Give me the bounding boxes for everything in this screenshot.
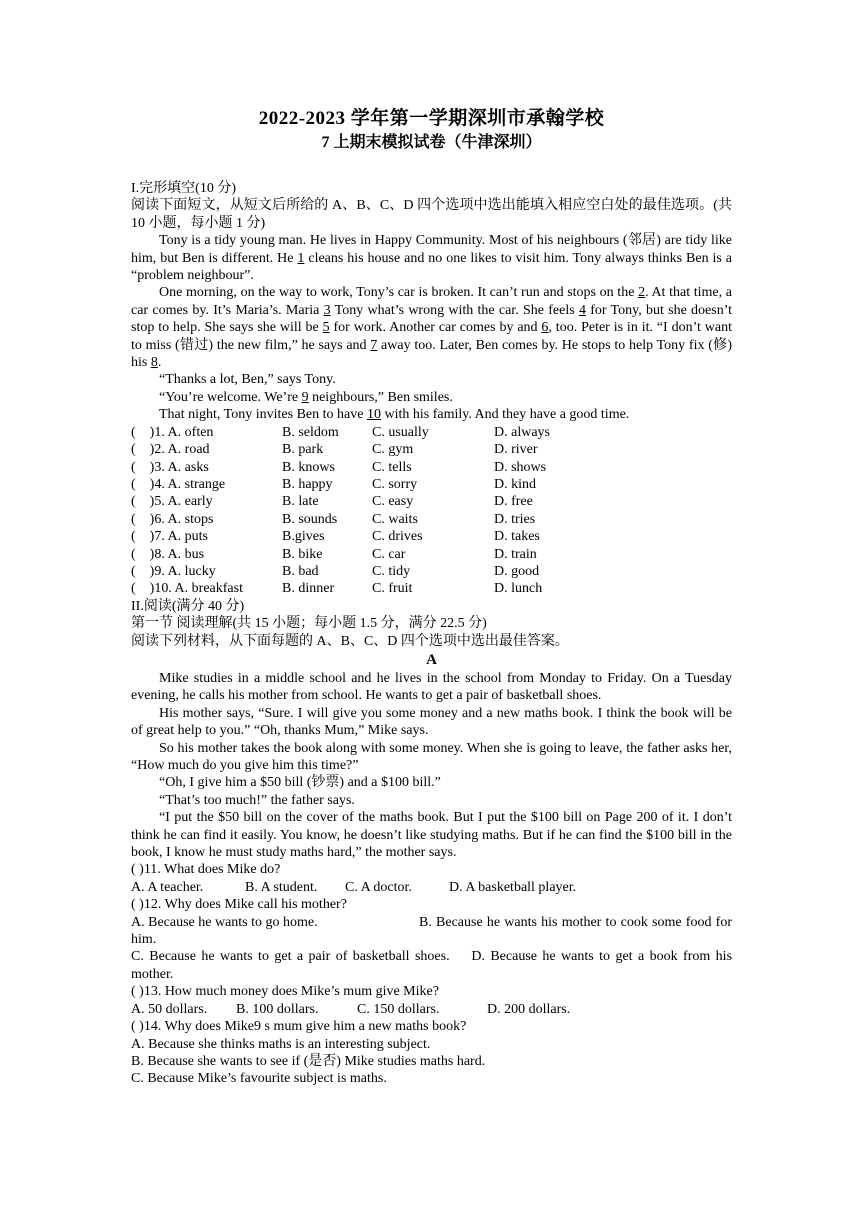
exam-page <box>131 106 732 1088</box>
passage-text: neighbours,” Ben smiles. <box>308 389 453 405</box>
question-number-option-a: ( )5. A. early <box>131 494 213 510</box>
question-number-option-a: ( )8. A. bus <box>131 546 205 562</box>
option-b: B. park <box>282 442 324 458</box>
option-d: D. river <box>494 442 538 458</box>
option-a: A. 50 dollars. <box>131 1001 208 1017</box>
option-b: B. knows <box>282 459 335 475</box>
passage-text: away too. Later, Ben comes by. He stops to help Tony fix (修) his <box>131 337 733 371</box>
question-number-option-a: ( )7. A. puts <box>131 529 208 545</box>
passage-text: with his family. And they have a good time. <box>380 407 630 423</box>
cloze-paragraph <box>131 232 732 284</box>
option-c: C. fruit <box>372 581 413 597</box>
blank-number: 5 <box>322 320 330 336</box>
passage-text: That night, Tony invites Ben to have <box>159 407 367 423</box>
option-b: B. bike <box>282 546 323 562</box>
option-b: B. happy <box>282 476 333 492</box>
cloze-option-row <box>131 528 732 545</box>
section2-heading: II.阅读(满分 40 分) <box>131 598 245 614</box>
section2-instruction: 阅读下列材料，从下面每题的 A、B、C、D 四个选项中选出最佳答案。 <box>131 633 569 649</box>
exam-title: 2022-2023 学年第一学期深圳市承翰学校 <box>258 108 605 129</box>
cloze-option-row <box>131 441 732 458</box>
blank-number: 1 <box>297 250 305 266</box>
option-c: C. A doctor. <box>345 879 412 895</box>
passage-label: A <box>426 651 437 668</box>
cloze-option-row <box>131 476 732 493</box>
reading-paragraph: “I put the $50 bill on the cover of the maths book. But I put the $100 bill on Page 200 of it. I don’t think he can find it easily. You know, he doesn’t like studying maths. But if he can find the $100 bill in the book, I know he must study maths hard,” the mother says. <box>131 810 732 861</box>
option-d: D. always <box>494 424 550 440</box>
option-b: B. seldom <box>282 424 339 440</box>
cloze-option-row <box>131 580 732 597</box>
question-number-option-a: ( )9. A. lucky <box>131 563 216 579</box>
option-d: D. train <box>494 546 537 562</box>
blank-number: 2 <box>638 285 646 301</box>
cloze-option-row <box>131 546 732 563</box>
option-c: C. gym <box>372 442 414 458</box>
passage-text: , too. Peter is in it. “I don’t want to miss (错过) the new film,” he says and <box>131 320 732 353</box>
reading-paragraph: His mother says, “Sure. I will give you some money and a new maths book. I think the book will be of great help to you.” “Oh, thanks Mum,” Mike says. <box>131 705 732 739</box>
blank-number: 7 <box>370 337 378 353</box>
question-13: ( )13. How much money does Mike’s mum give Mike? <box>131 984 439 1000</box>
blank-number: 3 <box>323 302 331 318</box>
option-d: D. shows <box>494 459 547 475</box>
section1-instruction: 阅读下面短文，从短文后所给的 A、B、C、D 四个选项中选出能填入相应空白处的最佳选项。(共 10 小题，每小题 1 分) <box>131 198 732 231</box>
reading-passage <box>131 670 732 861</box>
passage-text: for work. Another car comes by and <box>329 320 542 336</box>
option-d: D. 200 dollars. <box>487 1001 571 1017</box>
question-11-options <box>131 879 732 896</box>
question-number-option-a: ( )1. A. often <box>131 424 214 440</box>
section2-part-heading: 第一节 阅读理解(共 15 小题；每小题 1.5 分，满分 22.5 分) <box>131 616 487 632</box>
cloze-options <box>131 424 732 598</box>
blank-number: 10 <box>366 407 381 423</box>
option-b: B. sounds <box>282 511 338 527</box>
blank-number: 8 <box>150 355 158 371</box>
option-b: B. Because she wants to see if (是否) Mike studies maths hard. <box>131 1053 486 1069</box>
reading-paragraph: “That’s too much!” the father says. <box>159 792 355 808</box>
passage-text: for Tony, but she doesn’t stop to help. She says she will be <box>131 302 733 336</box>
exam-subtitle: 7 上期末模拟试卷（牛津深圳） <box>321 134 542 151</box>
option-d: D. takes <box>494 529 540 545</box>
reading-paragraph: “Oh, I give him a $50 bill (钞票) and a $100 bill.” <box>159 775 441 791</box>
question-number-option-a: ( )2. A. road <box>131 442 210 458</box>
question-13-options <box>131 1001 732 1018</box>
question-12-ab <box>131 914 732 949</box>
question-number-option-a: ( )10. A. breakfast <box>131 581 243 597</box>
option-b: B. 100 dollars. <box>236 1001 319 1017</box>
passage-text: . <box>157 355 162 371</box>
reading-paragraph: Mike studies in a middle school and he lives in the school from Monday to Friday. On a Tuesday evening, he calls his mother from school. He wants to get a pair of basketball shoes. <box>131 670 732 704</box>
option-a: A. Because she thinks maths is an interesting subject. <box>131 1036 431 1052</box>
reading-paragraph: So his mother takes the book along with some money. When she is going to leave, the father asks her, “How much do you give him this time?” <box>131 740 732 773</box>
option-d: D. free <box>494 494 533 510</box>
option-c: C. 150 dollars. <box>357 1001 440 1017</box>
option-c: C. easy <box>372 494 414 510</box>
cloze-option-row <box>131 493 732 510</box>
option-d: D. kind <box>494 476 536 492</box>
option-a: A. Because he wants to go home. <box>131 914 318 930</box>
cloze-passage <box>131 232 732 423</box>
option-c: C. Because Mike’s favourite subject is maths. <box>131 1071 387 1087</box>
option-d: D. Because he wants to get a book from his mother. <box>131 949 733 982</box>
passage-text: “Thanks a lot, Ben,” says Tony. <box>159 372 336 388</box>
question-number-option-a: ( )6. A. stops <box>131 511 214 527</box>
blank-number: 9 <box>301 389 309 405</box>
question-number-option-a: ( )4. A. strange <box>131 476 226 492</box>
option-b: B. Because he wants his mother to cook some food for him. <box>131 914 732 948</box>
cloze-paragraph <box>131 406 732 423</box>
option-b: B.gives <box>282 529 325 545</box>
option-c: C. tidy <box>372 563 411 579</box>
option-a: A. A teacher. <box>131 879 204 895</box>
cloze-paragraph <box>131 389 732 406</box>
passage-text: “You’re welcome. We’re <box>159 389 302 405</box>
option-c: C. usually <box>372 424 429 440</box>
cloze-paragraph <box>131 371 732 388</box>
blank-number: 4 <box>578 302 586 318</box>
option-d: D. good <box>494 563 540 579</box>
cloze-option-row <box>131 424 732 441</box>
section1-heading: I.完形填空(10 分) <box>131 181 236 196</box>
cloze-option-row <box>131 511 732 528</box>
passage-text: One morning, on the way to work, Tony’s car is broken. It can’t run and stops on the <box>159 285 639 301</box>
passage-text: Tony what’s wrong with the car. She feels <box>330 302 579 318</box>
blank-number: 6 <box>541 320 549 336</box>
option-d: D. lunch <box>494 581 543 597</box>
option-c: C. tells <box>372 459 412 475</box>
question-11: ( )11. What does Mike do? <box>131 862 281 878</box>
option-d: D. A basketball player. <box>449 879 577 895</box>
cloze-option-row <box>131 459 732 476</box>
option-b: B. late <box>282 494 319 510</box>
cloze-paragraph <box>131 284 732 371</box>
passage-text: cleans his house and no one likes to visit him. Tony always thinks Ben is a “problem neighbour”. <box>131 250 732 284</box>
question-14: ( )14. Why does Mike9 s mum give him a new maths book? <box>131 1019 467 1035</box>
option-c: C. sorry <box>372 476 418 492</box>
question-12-cd <box>131 948 732 983</box>
option-c: C. drives <box>372 529 423 545</box>
cloze-option-row <box>131 563 732 580</box>
option-b: B. bad <box>282 563 319 579</box>
passage-text: Tony is a tidy young man. He lives in Happy Community. Most of his neighbours (邻居) are tidy like him, but Ben is different. He <box>131 233 732 266</box>
option-b: B. dinner <box>282 581 335 597</box>
option-d: D. tries <box>494 511 536 527</box>
question-12: ( )12. Why does Mike call his mother? <box>131 897 347 913</box>
option-b: B. A student. <box>245 879 318 895</box>
option-c: C. car <box>372 546 406 562</box>
passage-text: . At that time, a car comes by. It’s Maria’s. Maria <box>131 285 732 318</box>
option-c: C. Because he wants to get a pair of basketball shoes. <box>131 949 450 965</box>
question-number-option-a: ( )3. A. asks <box>131 459 209 475</box>
option-c: C. waits <box>372 511 418 527</box>
